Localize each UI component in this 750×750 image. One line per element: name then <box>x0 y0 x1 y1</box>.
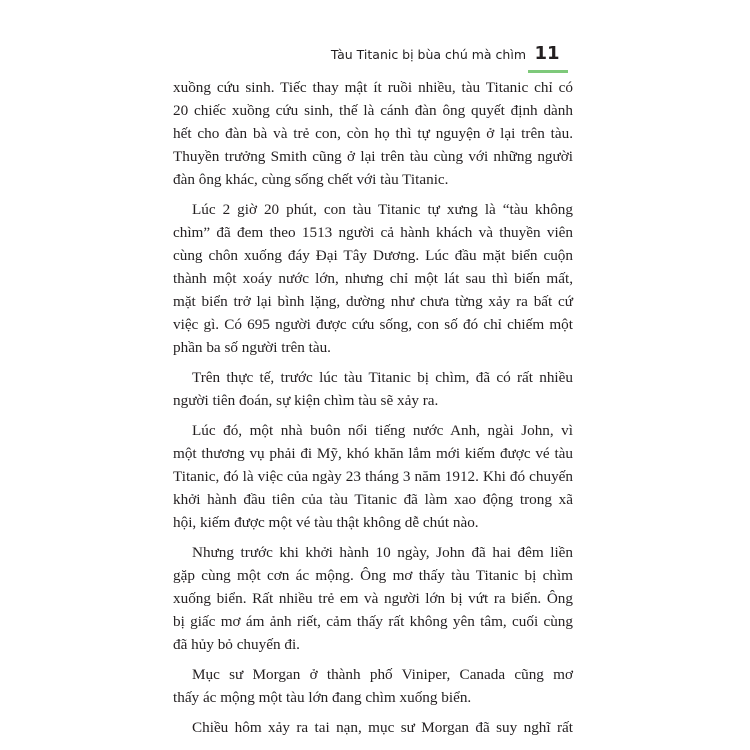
text-line: hết cho đàn bà và trẻ con, còn họ thì tự nguyện ở lại trên tàu. <box>173 125 573 142</box>
text-line: cùng chôn xuống đáy Đại Tây Dương. Lúc đầu mặt biển cuộn <box>173 247 573 264</box>
text-line: đàn ông khác, cùng sống chết với tàu Titanic. <box>173 171 449 188</box>
text-line: khởi hành đầu tiên của tàu Titanic đã làm xao động trong xã <box>173 491 573 508</box>
paragraph <box>173 716 573 739</box>
text-line: thành một xoáy nước lớn, nhưng chỉ một lát sau thì biến mất, <box>173 270 573 287</box>
text-line: Titanic, đó là việc của ngày 23 tháng 3 năm 1912. Khi đó chuyến <box>173 468 573 485</box>
text-line: Lúc 2 giờ 20 phút, con tàu Titanic tự xưng là “tàu không <box>192 201 573 218</box>
text-line: Lúc đó, một nhà buôn nổi tiếng nước Anh, ngài John, vì <box>192 422 573 439</box>
text-line: đã hủy bỏ chuyến đi. <box>173 636 300 653</box>
text-line: Chiều hôm xảy ra tai nạn, mục sư Morgan đã suy nghĩ rất <box>192 719 573 736</box>
text-line: gặp cùng một cơn ác mộng. Ông mơ thấy tàu Titanic bị chìm <box>173 567 573 584</box>
text-line: việc gì. Có 695 người được cứu sống, con số đó chỉ chiếm một <box>173 316 573 333</box>
page-number-underline <box>528 70 568 73</box>
paragraph <box>173 198 573 359</box>
body-text <box>173 76 573 746</box>
page-number: 11 <box>534 43 560 64</box>
text-line: xuồng cứu sinh. Tiếc thay mật ít ruồi nhiều, tàu Titanic chỉ có <box>173 79 573 96</box>
text-line: người tiên đoán, sự kiện chìm tàu sẽ xảy ra. <box>173 392 439 409</box>
text-line: Trên thực tế, trước lúc tàu Titanic bị chìm, đã có rất nhiều <box>192 369 573 386</box>
paragraph <box>173 663 573 709</box>
text-line: bị giấc mơ ám ảnh riết, cảm thấy rất không yên tâm, cuối cùng <box>173 613 573 630</box>
text-line: Mục sư Morgan ở thành phố Viniper, Canada cũng mơ <box>192 666 573 683</box>
paragraph <box>173 76 573 191</box>
text-line: phần ba số người trên tàu. <box>173 339 331 356</box>
text-line: 20 chiếc xuồng cứu sinh, thế là cánh đàn ông quyết định dành <box>173 102 573 119</box>
text-line: mặt biển trở lại bình lặng, dường như chưa từng xảy ra bất cứ <box>173 293 573 310</box>
text-line: một thương vụ phải đi Mỹ, khó khăn lắm mới kiếm được vé tàu <box>173 445 573 462</box>
paragraph <box>173 419 573 534</box>
text-line: hội, kiếm được một vé tàu thật không dễ chút nào. <box>173 514 479 531</box>
text-line: Nhưng trước khi khởi hành 10 ngày, John đã hai đêm liền <box>192 544 573 561</box>
text-line: Thuyền trưởng Smith cũng ở lại trên tàu cùng với những người <box>173 148 573 165</box>
paragraph <box>173 366 573 412</box>
running-title: Tàu Titanic bị bùa chú mà chìm <box>330 47 526 62</box>
paragraph <box>173 541 573 656</box>
text-line: chìm” đã đem theo 1513 người cả hành khách và thuyền viên <box>173 224 573 241</box>
text-line: xuống biển. Rất nhiều trẻ em và người lớn bị vứt ra biển. Ông <box>173 590 573 607</box>
text-line: thấy ác mộng một tàu lớn đang chìm xuống biển. <box>173 689 472 706</box>
